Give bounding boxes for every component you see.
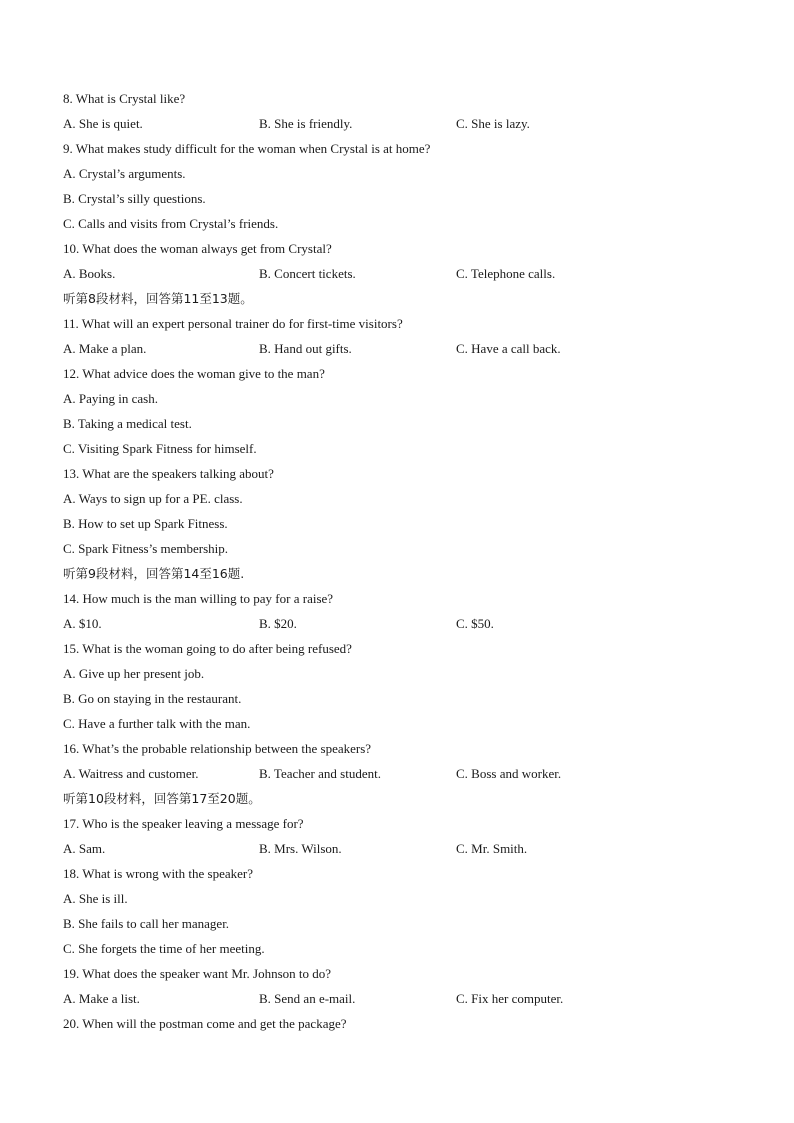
- answer-option-b: B. Mrs. Wilson.: [259, 841, 342, 856]
- answer-option: B. Go on staying in the restaurant.: [63, 691, 242, 706]
- options-row: [63, 839, 763, 864]
- question-text: 19. What does the speaker want Mr. Johnson to do?: [63, 966, 332, 981]
- answer-option: C. Spark Fitness’s membership.: [63, 541, 229, 556]
- answer-option-a: A. Sam.: [63, 841, 106, 856]
- answer-option-a: A. Make a list.: [63, 991, 140, 1006]
- question-text: 20. When will the postman come and get the package?: [63, 1016, 347, 1031]
- answer-option: C. She forgets the time of her meeting.: [63, 941, 265, 956]
- question-text: 13. What are the speakers talking about?: [63, 466, 274, 481]
- section-instruction: 听第9段材料，回答第14至16题.: [63, 566, 245, 581]
- answer-option-c: C. Mr. Smith.: [456, 841, 528, 856]
- section-instruction: 听第8段材料，回答第11至13题。: [63, 291, 253, 306]
- answer-option-b: B. Send an e-mail.: [259, 991, 356, 1006]
- answer-option: B. Crystal’s silly questions.: [63, 191, 206, 206]
- answer-option: A. Paying in cash.: [63, 391, 158, 406]
- section-instruction: 听第10段材料，回答第17至20题。: [63, 791, 261, 806]
- answer-option-a: A. Books.: [63, 266, 116, 281]
- answer-option-c: C. Boss and worker.: [456, 766, 562, 781]
- question-text: 15. What is the woman going to do after being refused?: [63, 641, 352, 656]
- exam-page-content: [63, 89, 763, 1039]
- options-row: [63, 264, 763, 289]
- answer-option-c: C. $50.: [456, 616, 494, 631]
- question-text: 9. What makes study difficult for the woman when Crystal is at home?: [63, 141, 431, 156]
- answer-option-c: C. Have a call back.: [456, 341, 561, 356]
- answer-option: B. She fails to call her manager.: [63, 916, 230, 931]
- options-row: [63, 339, 763, 364]
- answer-option: A. Crystal’s arguments.: [63, 166, 186, 181]
- question-text: 14. How much is the man willing to pay for a raise?: [63, 591, 334, 606]
- options-row: [63, 614, 763, 639]
- question-text: 12. What advice does the woman give to the man?: [63, 366, 325, 381]
- options-row: [63, 989, 763, 1014]
- question-text: 16. What’s the probable relationship between the speakers?: [63, 741, 372, 756]
- answer-option-a: A. Make a plan.: [63, 341, 147, 356]
- answer-option-b: B. She is friendly.: [259, 116, 353, 131]
- question-text: 10. What does the woman always get from Crystal?: [63, 241, 332, 256]
- answer-option-b: B. Teacher and student.: [259, 766, 381, 781]
- answer-option-b: B. Concert tickets.: [259, 266, 356, 281]
- answer-option: A. Give up her present job.: [63, 666, 205, 681]
- answer-option: A. She is ill.: [63, 891, 128, 906]
- answer-option-a: A. $10.: [63, 616, 102, 631]
- answer-option-b: B. Hand out gifts.: [259, 341, 352, 356]
- answer-option-c: C. Fix her computer.: [456, 991, 564, 1006]
- answer-option-b: B. $20.: [259, 616, 297, 631]
- answer-option: A. Ways to sign up for a PE. class.: [63, 491, 243, 506]
- options-row: [63, 764, 763, 789]
- options-row: [63, 114, 763, 139]
- answer-option-c: C. Telephone calls.: [456, 266, 556, 281]
- answer-option: B. How to set up Spark Fitness.: [63, 516, 228, 531]
- question-text: 11. What will an expert personal trainer do for first-time visitors?: [63, 316, 403, 331]
- answer-option: B. Taking a medical test.: [63, 416, 192, 431]
- question-text: 8. What is Crystal like?: [63, 91, 186, 106]
- answer-option: C. Visiting Spark Fitness for himself.: [63, 441, 257, 456]
- answer-option-a: A. She is quiet.: [63, 116, 143, 131]
- answer-option: C. Calls and visits from Crystal’s friends.: [63, 216, 279, 231]
- answer-option-a: A. Waitress and customer.: [63, 766, 199, 781]
- question-text: 18. What is wrong with the speaker?: [63, 866, 254, 881]
- question-text: 17. Who is the speaker leaving a message for?: [63, 816, 304, 831]
- answer-option-c: C. She is lazy.: [456, 116, 530, 131]
- answer-option: C. Have a further talk with the man.: [63, 716, 251, 731]
